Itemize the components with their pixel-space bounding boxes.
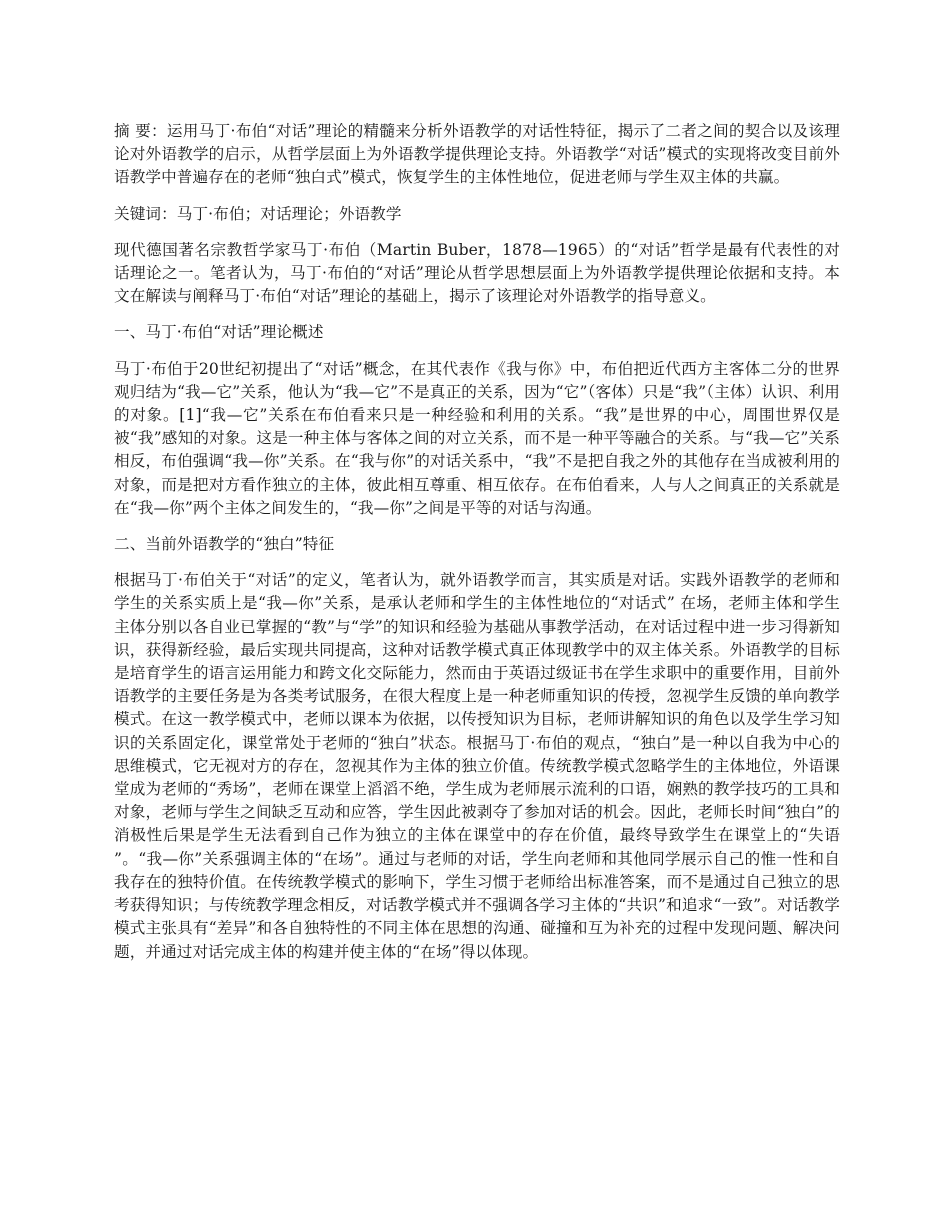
document-page xyxy=(114,120,840,977)
section-1-body: 马丁·布伯于20世纪初提出了“对话”概念，在其代表作《我与你》中，布伯把近代西方主客体二分的世界观归结为“我—它”关系，他认为“我—它”不是真正的关系，因为“它”（客体）只是“我”（主体）认识、利用的对象。[1]“我—它”关系在布伯看来只是一种经验和利用的关系。“我”是世界的中心，周围世界仅是被“我”感知的对象。这是一种主体与客体之间的对立关系，而不是一种平等融合的关系。与“我—它”关系相反，布伯强调“我—你”关系。在“我与你”的对话关系中，“我”不是把自我之外的其他存在当成被利用的对象，而是把对方看作独立的主体，彼此相互尊重、相互依存。在布伯看来，人与人之间真正的关系就是在“我—你”两个主体之间发生的，“我—你”之间是平等的对话与沟通。 xyxy=(114,359,840,517)
abstract-paragraph: 摘 要：运用马丁·布伯“对话”理论的精髓来分析外语教学的对话性特征，揭示了二者之间的契合以及该理论对外语教学的启示，从哲学层面上为外语教学提供理论支持。外语教学“对话”模式的实现将改变目前外语教学中普遍存在的老师“独白式”模式，恢复学生的主体性地位，促进老师与学生双主体的共赢。 xyxy=(114,122,840,187)
intro-paragraph: 现代德国著名宗教哲学家马丁·布伯（Martin Buber，1878—1965）的“对话”哲学是最有代表性的对话理论之一。笔者认为，马丁·布伯的“对话”理论从哲学思想层面上为外语教学提供理论依据和支持。本文在解读与阐释马丁·布伯“对话”理论的基础上，揭示了该理论对外语教学的指导意义。 xyxy=(114,240,840,306)
keywords-line: 关键词：马丁·布伯；对话理论；外语教学 xyxy=(114,204,402,223)
section-2-heading: 二、当前外语教学的“独白”特征 xyxy=(114,535,335,554)
section-1-heading: 一、马丁·布伯“对话”理论概述 xyxy=(114,323,324,342)
section-2-body: 根据马丁·布伯关于“对话”的定义，笔者认为，就外语教学而言，其实质是对话。实践外语教学的老师和学生的关系实质上是“我—你”关系，是承认老师和学生的主体性地位的“对话式” 在场，老师主体和学生主体分别以各自业已掌握的“教”与“学”的知识和经验为基础从事教学活动，在对话过程中进一步习得新知识，获得新经验，最后实现共同提高，这种对话教学模式真正体现教学中的双主体关系。外语教学的目标是培育学生的语言运用能力和跨文化交际能力，然而由于英语过级证书在学生求职中的重要作用，目前外语教学的主要任务是为各类考试服务，在很大程度上是一种老师重知识的传授，忽视学生反馈的单向教学模式。在这一教学模式中，老师以课本为依据，以传授知识为目标，老师讲解知识的角色以及学生学习知识的关系固定化，课堂常处于老师的“独白”状态。根据马丁·布伯的观点，“独白”是一种以自我为中心的思维模式，它无视对方的存在，忽视其作为主体的独立价值。传统教学模式忽略学生的主体地位，外语课堂成为老师的“秀场”，老师在课堂上滔滔不绝，学生成为老师展示流利的口语，娴熟的教学技巧的工具和对象，老师与学生之间缺乏互动和应答，学生因此被剥夺了参加对话的机会。因此，老师长时间“独白”的消极性后果是学生无法看到自己作为独立的主体在课堂中的存在价值，最终导致学生在课堂上的“失语 ”。“我—你”关系强调主体的“在场”。通过与老师的对话，学生向老师和其他同学展示自己的惟一性和自我存在的独特价值。在传统教学模式的影响下，学生习惯于老师给出标准答案，而不是通过自己独立的思考获得知识；与传统教学理念相反，对话教学模式并不强调各学习主体的“共识”和追求“一致”。对话教学模式主张具有“差异”和各自独特性的不同主体在思想的沟通、碰撞和互为补充的过程中发现问题、解决问题，并通过对话完成主体的构建并使主体的“在场”得以体现。 xyxy=(114,571,840,961)
